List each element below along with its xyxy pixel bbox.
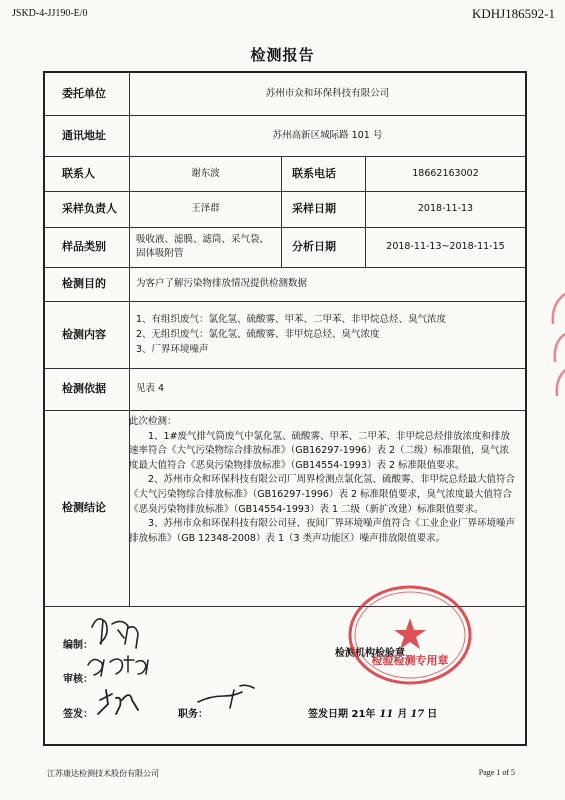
basis-label: 检测依据 — [62, 382, 106, 395]
category-line-1: 吸收液、滤膜、滤筒、采气袋、 — [136, 234, 270, 245]
issue-date-month: 11 — [379, 709, 394, 720]
conclusion-text — [129, 415, 517, 546]
issue-date-day: 17 — [410, 709, 425, 720]
issue-date-label: 签发日期 2 — [308, 709, 359, 720]
position-label: 职务： — [178, 709, 208, 720]
row-client — [45, 73, 525, 116]
issue-date-year: 1 — [358, 709, 366, 720]
margin-seal — [547, 290, 565, 400]
sampler-value: 王泽群 — [129, 191, 281, 227]
contact-value: 谢东波 — [129, 156, 281, 191]
contact-label: 联系人 — [62, 166, 95, 180]
footer-company: 江苏康达检测技术股份有限公司 — [47, 769, 159, 778]
analysis-date-value: 2018-11-13~2018-11-15 — [365, 227, 525, 267]
conclusion-intro: 此次检测： — [129, 416, 177, 427]
issue-date-month-label: 月 — [397, 709, 408, 720]
sample-date-value: 2018-11-13 — [365, 191, 525, 227]
row-contact — [45, 156, 525, 192]
document-title: 检测报告 — [250, 46, 315, 64]
row-content — [45, 301, 525, 369]
basis-value: 见表 4 — [129, 368, 525, 410]
report-number: KDHJ186592-1 — [471, 6, 555, 21]
stamp-label: 检测机构检验章 — [335, 648, 405, 659]
issue-date-day-label: 日 — [427, 709, 438, 720]
purpose-label: 检测目的 — [62, 277, 106, 290]
purpose-value: 为客户了解污染物排放情况提供检测数据 — [129, 267, 525, 301]
issue-date — [308, 705, 437, 720]
conclusion-label: 检测结论 — [62, 501, 106, 514]
address-label: 通讯地址 — [62, 128, 106, 142]
form-code: JSKD-4-JJ190-E/0 — [12, 8, 88, 19]
phone-value: 18662163002 — [365, 156, 525, 191]
client-value: 苏州市众和环保科技有限公司 — [129, 73, 525, 115]
content-line-3: 3、厂界环境噪声 — [136, 344, 209, 355]
content-label: 检测内容 — [62, 327, 106, 341]
issue-date-year-label: 年 — [365, 709, 376, 720]
category-value — [129, 227, 281, 267]
issue-label: 签发： — [63, 709, 93, 720]
seal-text: 检验检测专用章 — [371, 654, 449, 667]
content-line-1: 1、有组织废气：氯化氢、硫酸雾、甲苯、二甲苯、非甲烷总烃、臭气浓度 — [136, 314, 447, 325]
row-basis — [45, 368, 525, 411]
conclusion-paragraph-2: 2、苏州市众和环保科技有限公司厂周界检测点氯化氢、硫酸雾、非甲烷总烃最大值符合《大气污染物综合排放标准》（GB16297-1996）表 2 标准限值要求，臭气浓度最大值符合《恶臭污染物排放标准》（GB14554-1993）表 1 二级（新扩改建）标准限值要求。 — [129, 474, 516, 515]
content-value — [129, 301, 525, 368]
analysis-date-label: 分析日期 — [281, 227, 365, 267]
compile-label: 编制： — [63, 640, 93, 651]
row-category — [45, 227, 525, 268]
category-line-2: 固体吸附管 — [136, 248, 184, 259]
client-label: 委托单位 — [62, 87, 106, 100]
address-value: 苏州高新区城际路 101 号 — [129, 115, 525, 156]
conclusion-paragraph-3: 3、苏州市众和环保科技有限公司昼、夜间厂界环境噪声值符合《工业企业厂界环境噪声排放标准》（GB 12348-2008）表 1（3 类声功能区）噪声排放限值要求。 — [129, 518, 516, 544]
row-conclusion — [45, 410, 525, 607]
star-icon — [394, 618, 426, 649]
red-seal — [345, 580, 475, 690]
row-address — [45, 115, 525, 157]
conclusion-paragraph-1: 1、1#废气排气筒废气中氯化氢、硫酸雾、甲苯、二甲苯、非甲烷总烃排放浓度和排放速率符合《大气污染物综合排放标准》（GB16297-1996）表 2（二级）标准限值，臭气浓度最大值符合《恶臭污染物排放标准》（GB14554-1993）表 2 标准限值要求。 — [129, 430, 511, 471]
category-label: 样品类别 — [62, 240, 106, 253]
row-purpose — [45, 267, 525, 302]
review-label: 审核： — [63, 674, 93, 685]
content-line-2: 2、无组织废气：氯化氢、硫酸雾、非甲烷总烃、臭气浓度 — [136, 329, 380, 340]
page-number: Page 1 of 5 — [478, 768, 515, 777]
phone-label: 联系电话 — [281, 156, 365, 191]
sampler-label: 采样负责人 — [62, 202, 117, 215]
sample-date-label: 采样日期 — [281, 191, 365, 227]
row-sampler — [45, 191, 525, 228]
